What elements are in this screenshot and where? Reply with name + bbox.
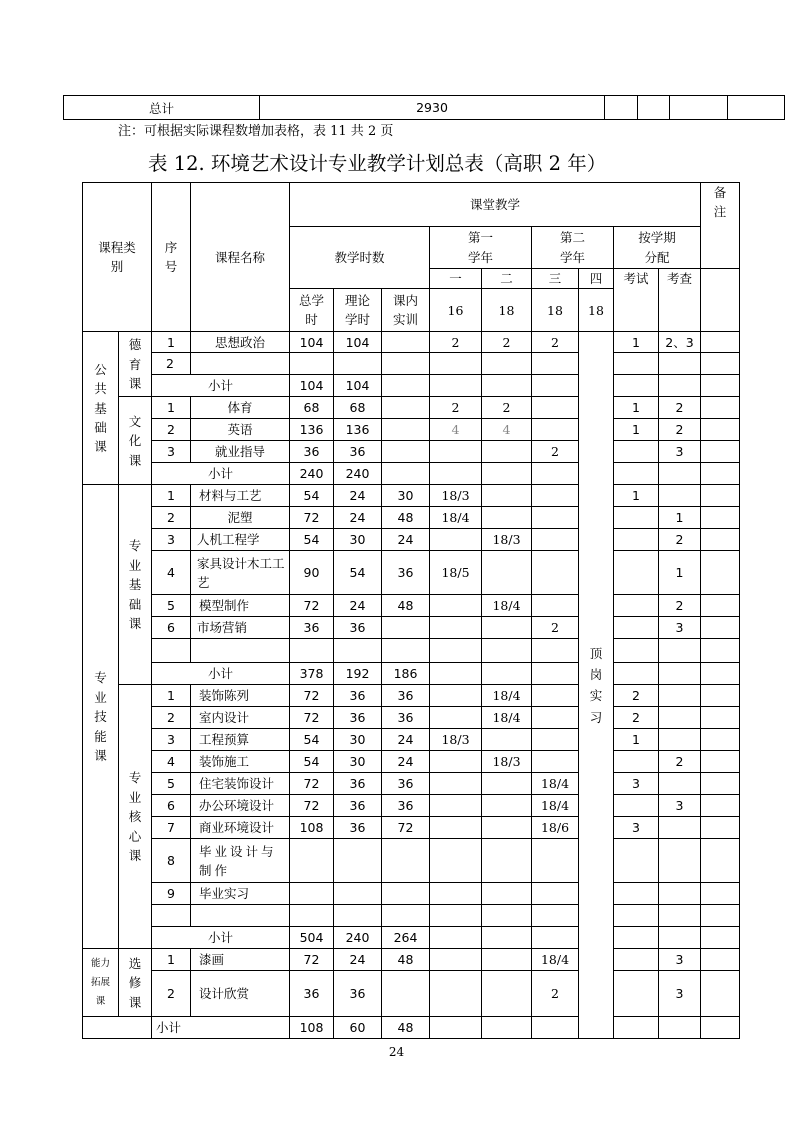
- group-public: 公共基础课: [83, 332, 119, 485]
- page-number: 24: [388, 1045, 405, 1059]
- row-culture-3: 3 就业指导 36 36 2 3: [83, 441, 741, 463]
- row-moral-2: 2: [83, 353, 741, 375]
- row-core-8: 8 毕业设计与制作: [83, 839, 741, 883]
- header-year2: 第二学年: [532, 227, 614, 269]
- header-sem2: 二: [482, 269, 532, 289]
- group-moral: 德育课: [119, 332, 152, 397]
- row-core-4: 4 装饰施工 54 30 24 18/3 2: [83, 751, 741, 773]
- row-elective-subtotal: 小计 108 60 48: [83, 1017, 741, 1039]
- header-year1: 第一学年: [430, 227, 532, 269]
- header-exam: 考试: [614, 269, 659, 332]
- row-core-2: 2 室内设计 72 36 36 18/4 2: [83, 707, 741, 729]
- row-basic-1: 专业技能课 专业基础课 1 材料与工艺 54 24 30 18/3 1: [83, 485, 741, 507]
- header-weeks3: 18: [532, 289, 579, 332]
- header-weeks1: 16: [430, 289, 482, 332]
- internship-cell: 顶岗实习: [579, 332, 614, 1039]
- header-classroom: 课堂教学: [290, 183, 701, 227]
- row-culture-2: 2 英语 136 136 4 4 1 2: [83, 419, 741, 441]
- header-remark: 备注: [701, 183, 740, 269]
- header-weeks4: 18: [579, 289, 614, 332]
- row-basic-4: 4 家具设计木工工艺 90 54 36 18/5 1: [83, 551, 741, 595]
- header-category: 课程类别: [83, 183, 152, 332]
- table-title: 表 12. 环境艺术设计专业教学计划总表（高职 2 年）: [148, 152, 607, 175]
- table-note: 注：可根据实际课程数增加表格，表 11 共 2 页: [118, 124, 394, 139]
- header-total-hours: 总学时: [290, 289, 334, 332]
- row-basic-6: 6 市场营销 36 36 2 3: [83, 617, 741, 639]
- row-culture-1: 文化课 1 体育 68 68 2 2 1 2: [83, 397, 741, 419]
- header-hours: 教学时数: [290, 227, 430, 289]
- row-elective-2: 2 设计欣赏 36 36 2 3: [83, 971, 741, 1017]
- row-core-6: 6 办公环境设计 72 36 36 18/4 3: [83, 795, 741, 817]
- total-row: [64, 96, 785, 120]
- header-sem3: 三: [532, 269, 579, 289]
- row-core-7: 7 商业环境设计 108 36 72 18/6 3: [83, 817, 741, 839]
- group-prof-basic: 专业基础课: [119, 485, 152, 685]
- row-core-subtotal: 小计 504 240 264: [83, 927, 741, 949]
- row-elective-1: 能力拓展课 选修课 1 漆画 72 24 48 18/4 3: [83, 949, 741, 971]
- row-basic-empty: [83, 639, 741, 663]
- total-value: 2930: [260, 96, 605, 120]
- row-basic-2: 2 泥塑 72 24 48 18/4 1: [83, 507, 741, 529]
- row-moral-1: 公共基础课 德育课 1 思想政治 104 104 2 2 2 顶岗实习 1 2、3: [83, 332, 741, 353]
- header-name: 课程名称: [191, 183, 290, 332]
- previous-table-total: [63, 95, 785, 120]
- teaching-plan-table: [82, 182, 741, 1039]
- header-sem4: 四: [579, 269, 614, 289]
- row-culture-subtotal: 小计 240 240: [83, 463, 741, 485]
- group-professional: 专业技能课: [83, 485, 119, 949]
- total-label: 总计: [64, 96, 260, 120]
- header-row-1: [83, 183, 741, 227]
- header-check: 考查: [659, 269, 701, 332]
- header-by-semester: 按学期分配: [614, 227, 701, 269]
- header-weeks2: 18: [482, 289, 532, 332]
- group-culture: 文化课: [119, 397, 152, 485]
- row-core-empty: [83, 905, 741, 927]
- course-name: 思想政治: [191, 332, 290, 353]
- header-seq: 序号: [152, 183, 191, 332]
- row-core-1: 专业核心课 1 装饰陈列 72 36 36 18/4 2: [83, 685, 741, 707]
- header-sem1: 一: [430, 269, 482, 289]
- group-elective: 选修课: [119, 949, 152, 1017]
- group-ability: 能力拓展课: [83, 949, 119, 1017]
- row-core-9: 9 毕业实习: [83, 883, 741, 905]
- row-core-5: 5 住宅装饰设计 72 36 36 18/4 3: [83, 773, 741, 795]
- row-moral-subtotal: 小计 104 104: [83, 375, 741, 397]
- group-prof-core: 专业核心课: [119, 685, 152, 949]
- row-basic-3: 3 人机工程学 54 30 24 18/3 2: [83, 529, 741, 551]
- header-practice-hours: 课内实训: [382, 289, 430, 332]
- header-theory-hours: 理论学时: [334, 289, 382, 332]
- row-core-3: 3 工程预算 54 30 24 18/3 1: [83, 729, 741, 751]
- row-basic-subtotal: 小计 378 192 186: [83, 663, 741, 685]
- row-basic-5: 5 模型制作 72 24 48 18/4 2: [83, 595, 741, 617]
